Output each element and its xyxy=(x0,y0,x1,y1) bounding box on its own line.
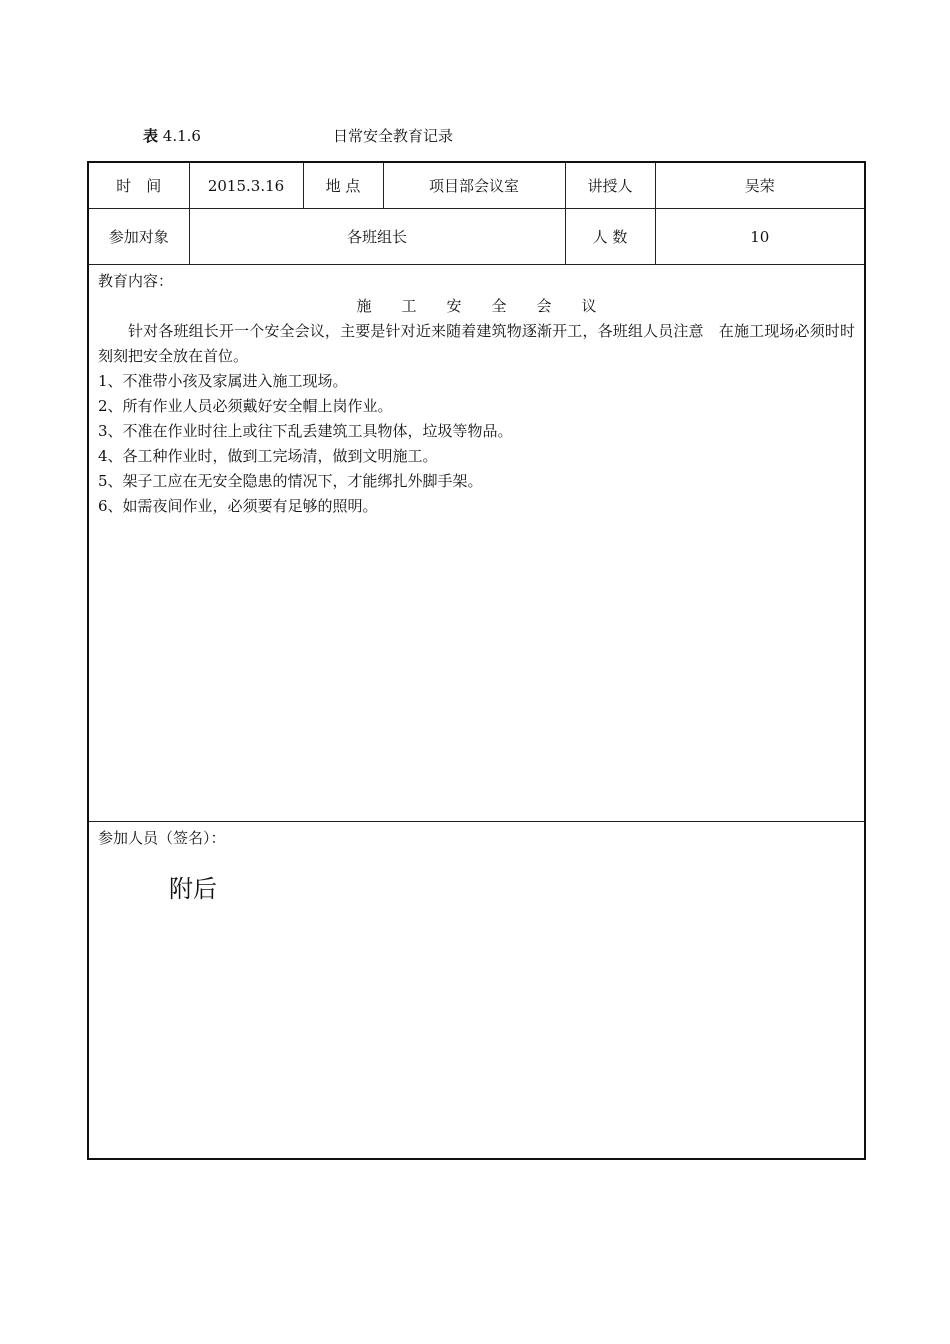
list-item: 1、不准带小孩及家属进入施工现场。 xyxy=(98,372,348,390)
table-row xyxy=(88,822,865,1160)
lecturer-label: 讲授人 xyxy=(565,162,655,209)
list-item: 5、架子工应在无安全隐患的情况下，才能绑扎外脚手架。 xyxy=(98,472,483,490)
signature-label: 参加人员（签名）： xyxy=(98,829,226,847)
time-label: 时 间 xyxy=(88,162,189,209)
audience-value: 各班组长 xyxy=(189,209,565,265)
table-row xyxy=(88,265,865,822)
table-number-prefix: 表 xyxy=(143,127,159,145)
content-intro: 针对各班组长开一个安全会议，主要是针对近来随着建筑物逐渐开工，各班组人员注意 在施工现场必须时时刻刻把安全放在首位。 xyxy=(98,322,855,365)
count-value: 10 xyxy=(655,209,865,265)
table-number xyxy=(143,125,201,146)
signature-note: 附后 xyxy=(169,875,217,903)
safety-education-record-table xyxy=(87,161,866,1160)
list-item: 3、不准在作业时往上或往下乱丢建筑工具物体，垃圾等物品。 xyxy=(98,422,513,440)
document-title: 日常安全教育记录 xyxy=(333,127,454,145)
signature-section xyxy=(89,822,864,906)
count-label: 人 数 xyxy=(565,209,655,265)
table-row xyxy=(88,162,865,209)
table-number-value: 4.1.6 xyxy=(158,127,201,145)
signature-cell xyxy=(88,822,865,1160)
content-heading: 施工安全会议 xyxy=(356,297,627,315)
list-item: 2、所有作业人员必须戴好安全帽上岗作业。 xyxy=(98,397,393,415)
education-content-cell xyxy=(88,265,865,822)
education-content xyxy=(89,265,864,519)
place-value: 项目部会议室 xyxy=(383,162,565,209)
place-label: 地 点 xyxy=(303,162,383,209)
audience-label: 参加对象 xyxy=(88,209,189,265)
list-item: 6、如需夜间作业，必须要有足够的照明。 xyxy=(98,497,378,515)
table-row xyxy=(88,209,865,265)
education-content-label: 教育内容： xyxy=(98,272,174,290)
list-item: 4、各工种作业时，做到工完场清，做到文明施工。 xyxy=(98,447,438,465)
time-value: 2015.3.16 xyxy=(189,162,303,209)
table-caption xyxy=(0,125,950,147)
lecturer-value: 吴荣 xyxy=(655,162,865,209)
